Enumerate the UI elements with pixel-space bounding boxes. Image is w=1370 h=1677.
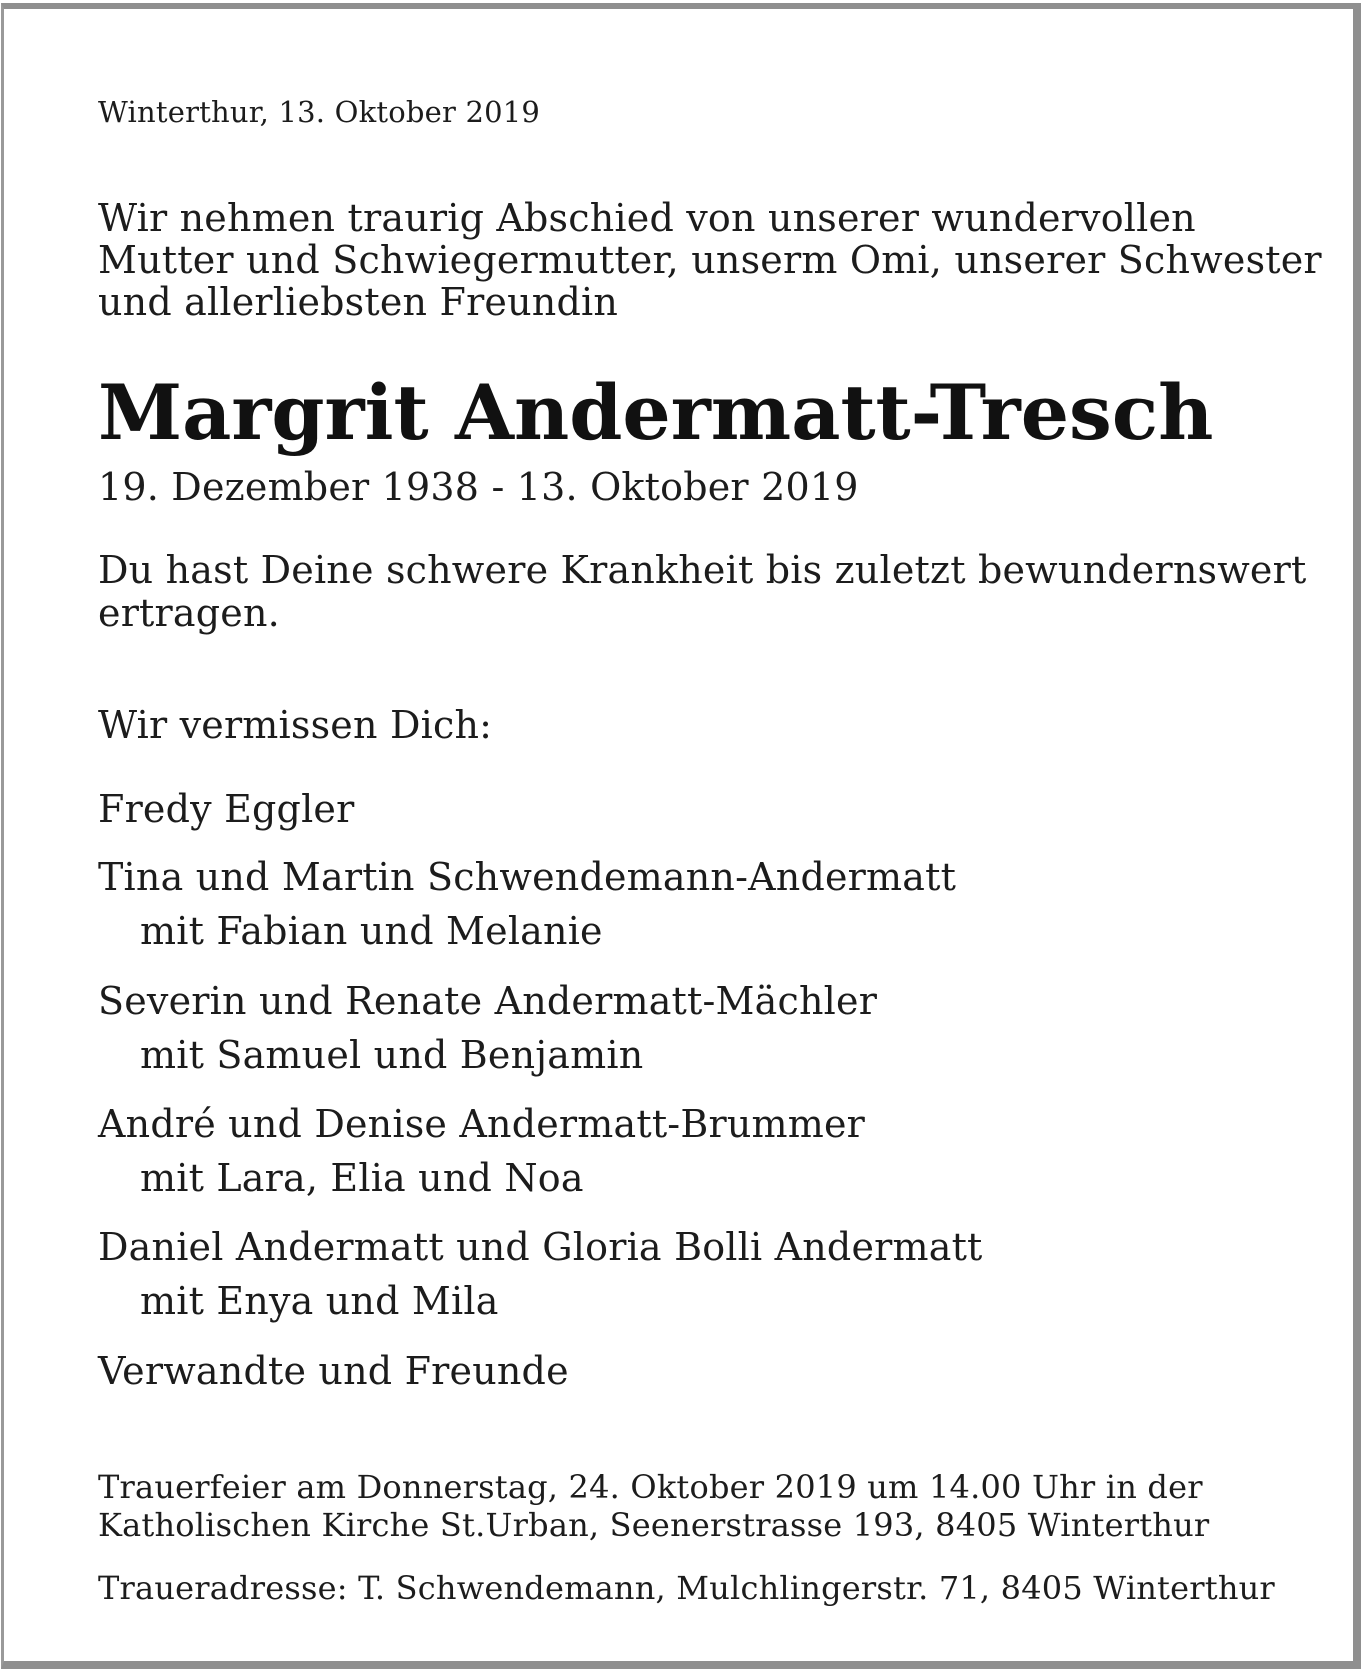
- mourner-entry: Tina und Martin Schwendemann-Andermatt: [98, 855, 957, 899]
- tribute-line: Du hast Deine schwere Krankheit bis zuletzt bewundernswert: [98, 548, 1307, 592]
- mourner-entry: Verwandte und Freunde: [98, 1349, 569, 1393]
- mourner-entry: Daniel Andermatt und Gloria Bolli Andermatt: [98, 1225, 983, 1269]
- intro-text: [98, 197, 1322, 323]
- mourning-address: Traueradresse: T. Schwendemann, Mulchlingerstr. 71, 8405 Winterthur: [98, 1569, 1275, 1607]
- intro-line: Mutter und Schwiegermutter, unserm Omi, unserer Schwester: [98, 238, 1322, 282]
- lifespan-dates: 19. Dezember 1938 - 13. Oktober 2019: [98, 465, 859, 509]
- obituary-frame: [1, 3, 1361, 1669]
- tribute-line: ertragen.: [98, 591, 280, 635]
- mourner-entry: Severin und Renate Andermatt-Mächler: [98, 979, 878, 1023]
- place-date: Winterthur, 13. Oktober 2019: [98, 95, 541, 129]
- missing-heading: Wir vermissen Dich:: [98, 703, 493, 747]
- mourner-children: mit Enya und Mila: [140, 1279, 499, 1323]
- mourner-children: mit Fabian und Melanie: [140, 909, 603, 953]
- mourner-children: mit Samuel und Benjamin: [140, 1033, 644, 1077]
- intro-line: und allerliebsten Freundin: [98, 280, 619, 324]
- mourner-children: mit Lara, Elia und Noa: [140, 1156, 584, 1200]
- deceased-name: Margrit Andermatt-Tresch: [98, 368, 1214, 457]
- service-info: [98, 1468, 1209, 1544]
- service-line: Katholischen Kirche St.Urban, Seenerstrasse 193, 8405 Winterthur: [98, 1506, 1210, 1544]
- service-line: Trauerfeier am Donnerstag, 24. Oktober 2019 um 14.00 Uhr in der: [98, 1468, 1203, 1506]
- tribute-text: [98, 549, 1306, 635]
- mourner-entry: André und Denise Andermatt-Brummer: [98, 1102, 866, 1146]
- mourner-entry: Fredy Eggler: [98, 787, 355, 831]
- intro-line: Wir nehmen traurig Abschied von unserer wundervollen: [98, 196, 1196, 240]
